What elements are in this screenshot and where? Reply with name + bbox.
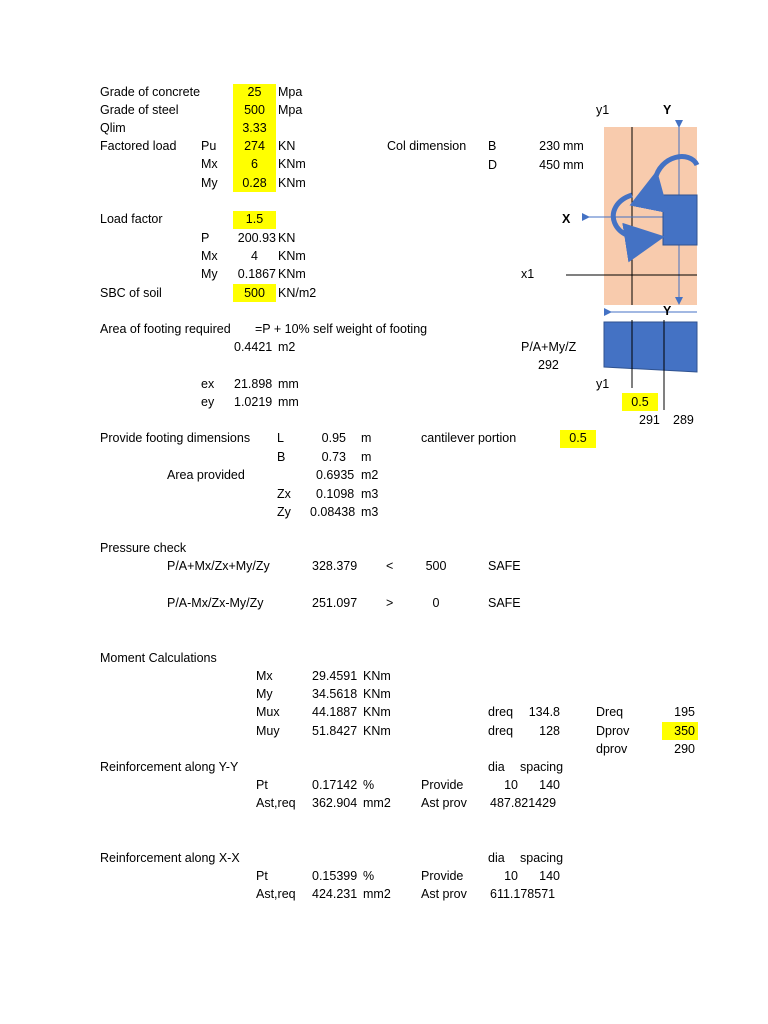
- value-astreq-xx: 424.231: [312, 887, 358, 901]
- diagram-y-top: Y: [663, 103, 672, 117]
- sym-col-d: D: [488, 158, 498, 172]
- value-p: 200.93: [237, 231, 276, 245]
- label-sbc: SBC of soil: [100, 286, 162, 300]
- pressure-formula-1: P/A+Mx/Zx+My/Zy: [167, 559, 270, 573]
- label-provide-yy: Provide: [421, 778, 464, 792]
- value-dia-yy: 10: [504, 778, 518, 792]
- value-area-provided: 0.6935: [316, 468, 355, 482]
- sym-p: P: [201, 231, 210, 245]
- label-qlim: Qlim: [100, 121, 126, 135]
- unit-ex: mm: [278, 377, 299, 391]
- value-dia-xx: 10: [504, 869, 518, 883]
- value-moment-my: 34.5618: [312, 687, 358, 701]
- label-grade-concrete: Grade of concrete: [100, 85, 201, 99]
- label-spacing-xx: spacing: [520, 851, 564, 865]
- label-cantilever: cantilever portion: [421, 431, 517, 445]
- unit-pu: KN: [278, 139, 296, 153]
- sym-muy: Muy: [256, 724, 280, 738]
- pressure-limit-2: 0: [432, 596, 440, 610]
- sym-zx: Zx: [277, 487, 291, 501]
- unit-service-mx: KNm: [278, 249, 306, 263]
- pressure-diagram: [604, 322, 697, 372]
- sym-service-mx: Mx: [201, 249, 218, 263]
- value-my[interactable]: 0.28: [242, 176, 267, 190]
- value-dreq-y: 128: [539, 724, 560, 738]
- label-astprov-xx: Ast prov: [421, 887, 467, 901]
- value-pt-xx: 0.15399: [312, 869, 358, 883]
- label-dprov: dprov: [596, 742, 628, 756]
- value-moment-mx: 29.4591: [312, 669, 358, 683]
- unit-mx: KNm: [278, 157, 306, 171]
- unit-footing-b: m: [361, 450, 372, 464]
- diagram-y1-bottom: y1: [596, 377, 610, 391]
- label-reinf-xx: Reinforcement along X-X: [100, 851, 240, 865]
- value-col-d: 450: [539, 158, 560, 172]
- sym-footing-b: B: [277, 450, 286, 464]
- unit-grade-steel: Mpa: [278, 103, 303, 117]
- sym-moment-mx: Mx: [256, 669, 273, 683]
- value-col-b: 230: [539, 139, 560, 153]
- label-footing-dimensions: Provide footing dimensions: [100, 431, 251, 445]
- label-moment-calculations: Moment Calculations: [100, 651, 217, 665]
- value-pt-yy: 0.17142: [312, 778, 358, 792]
- unit-col-b: mm: [563, 139, 584, 153]
- diagram-x1-label: x1: [521, 267, 535, 281]
- label-spacing-yy: spacing: [520, 760, 564, 774]
- label-grade-steel: Grade of steel: [100, 103, 179, 117]
- pressure-formula-2: P/A-Mx/Zx-My/Zy: [167, 596, 264, 610]
- value-pu[interactable]: 274: [244, 139, 265, 153]
- diagram-formula: P/A+My/Z: [521, 340, 577, 354]
- unit-sbc: KN/m2: [278, 286, 317, 300]
- label-area-required: Area of footing required: [100, 322, 231, 336]
- value-qlim[interactable]: 3.33: [242, 121, 267, 135]
- sym-moment-my: My: [256, 687, 273, 701]
- value-mx[interactable]: 6: [251, 157, 258, 171]
- unit-col-d: mm: [563, 158, 584, 172]
- value-Dreq: 195: [674, 705, 695, 719]
- diagram-formula-value: 292: [538, 358, 559, 372]
- label-load-factor: Load factor: [100, 212, 163, 226]
- sym-my: My: [201, 176, 218, 190]
- label-factored-load: Factored load: [100, 139, 177, 153]
- unit-mux: KNm: [363, 705, 391, 719]
- value-zy: 0.08438: [310, 505, 356, 519]
- value-sbc[interactable]: 500: [244, 286, 265, 300]
- sym-mux: Mux: [256, 705, 280, 719]
- value-load-factor[interactable]: 1.5: [245, 212, 264, 226]
- label-col-dimension: Col dimension: [387, 139, 467, 153]
- formula-area-required: =P + 10% self weight of footing: [255, 322, 428, 336]
- value-footing-b: 0.73: [321, 450, 346, 464]
- diagram-x-label: X: [562, 212, 571, 226]
- unit-moment-my: KNm: [363, 687, 391, 701]
- value-muy: 51.8427: [312, 724, 358, 738]
- value-footing-l: 0.95: [321, 431, 346, 445]
- sym-ey: ey: [201, 395, 215, 409]
- value-cantilever[interactable]: 0.5: [569, 431, 587, 445]
- label-Dprov: Dprov: [596, 724, 630, 738]
- sym-col-b: B: [488, 139, 497, 153]
- label-provide-xx: Provide: [421, 869, 464, 883]
- diagram-val-left: 291: [639, 413, 660, 427]
- value-astprov-xx: 611.178571: [490, 887, 556, 901]
- label-pt-yy: Pt: [256, 778, 268, 792]
- value-grade-concrete[interactable]: 25: [247, 85, 262, 99]
- label-pressure-check: Pressure check: [100, 541, 187, 555]
- label-dreq-y: dreq: [488, 724, 514, 738]
- unit-astreq-xx: mm2: [363, 887, 391, 901]
- column-plan: [663, 195, 697, 245]
- sym-zy: Zy: [277, 505, 291, 519]
- unit-zy: m3: [361, 505, 379, 519]
- pressure-value-1: 328.379: [312, 559, 358, 573]
- label-astreq-yy: Ast,req: [256, 796, 296, 810]
- sym-footing-l: L: [277, 431, 284, 445]
- unit-area-required: m2: [278, 340, 296, 354]
- label-dia-yy: dia: [488, 760, 505, 774]
- sym-ex: ex: [201, 377, 215, 391]
- label-astreq-xx: Ast,req: [256, 887, 296, 901]
- sym-pu: Pu: [201, 139, 217, 153]
- unit-footing-l: m: [361, 431, 372, 445]
- value-area-required: 0.4421: [234, 340, 273, 354]
- value-mux: 44.1887: [312, 705, 358, 719]
- diagram-y1-top: y1: [596, 103, 610, 117]
- diagram-y-bottom: Y: [663, 304, 672, 318]
- value-ex: 21.898: [234, 377, 273, 391]
- value-grade-steel[interactable]: 500: [244, 103, 265, 117]
- pressure-status-1: SAFE: [488, 559, 521, 573]
- pressure-limit-1: 500: [425, 559, 447, 573]
- pressure-op-1: <: [386, 559, 394, 573]
- sym-service-my: My: [201, 267, 218, 281]
- value-spacing-xx: 140: [539, 869, 560, 883]
- diagram-y1-value: 0.5: [631, 395, 649, 409]
- label-pt-xx: Pt: [256, 869, 268, 883]
- unit-ey: mm: [278, 395, 299, 409]
- unit-muy: KNm: [363, 724, 391, 738]
- pressure-value-2: 251.097: [312, 596, 358, 610]
- unit-service-my: KNm: [278, 267, 306, 281]
- diagram-val-right: 289: [673, 413, 694, 427]
- unit-area-provided: m2: [361, 468, 379, 482]
- unit-zx: m3: [361, 487, 379, 501]
- value-dreq-x: 134.8: [528, 705, 560, 719]
- unit-p: KN: [278, 231, 296, 245]
- unit-my: KNm: [278, 176, 306, 190]
- value-service-my: 0.1867: [237, 267, 276, 281]
- unit-grade-concrete: Mpa: [278, 85, 303, 99]
- value-ey: 1.0219: [234, 395, 273, 409]
- value-zx: 0.1098: [316, 487, 355, 501]
- unit-moment-mx: KNm: [363, 669, 391, 683]
- value-spacing-yy: 140: [539, 778, 560, 792]
- label-astprov-yy: Ast prov: [421, 796, 467, 810]
- label-area-provided: Area provided: [167, 468, 245, 482]
- pressure-status-2: SAFE: [488, 596, 521, 610]
- value-Dprov[interactable]: 350: [674, 724, 695, 738]
- sym-mx: Mx: [201, 157, 218, 171]
- unit-pt-xx: %: [363, 869, 375, 883]
- unit-astreq-yy: mm2: [363, 796, 391, 810]
- value-astreq-yy: 362.904: [312, 796, 358, 810]
- value-astprov-yy: 487.821429: [490, 796, 557, 810]
- label-dreq-x: dreq: [488, 705, 514, 719]
- value-service-mx: 4: [251, 249, 258, 263]
- value-dprov: 290: [674, 742, 695, 756]
- label-Dreq: Dreq: [596, 705, 624, 719]
- pressure-op-2: >: [386, 596, 394, 610]
- label-reinf-yy: Reinforcement along Y-Y: [100, 760, 239, 774]
- label-dia-xx: dia: [488, 851, 505, 865]
- unit-pt-yy: %: [363, 778, 375, 792]
